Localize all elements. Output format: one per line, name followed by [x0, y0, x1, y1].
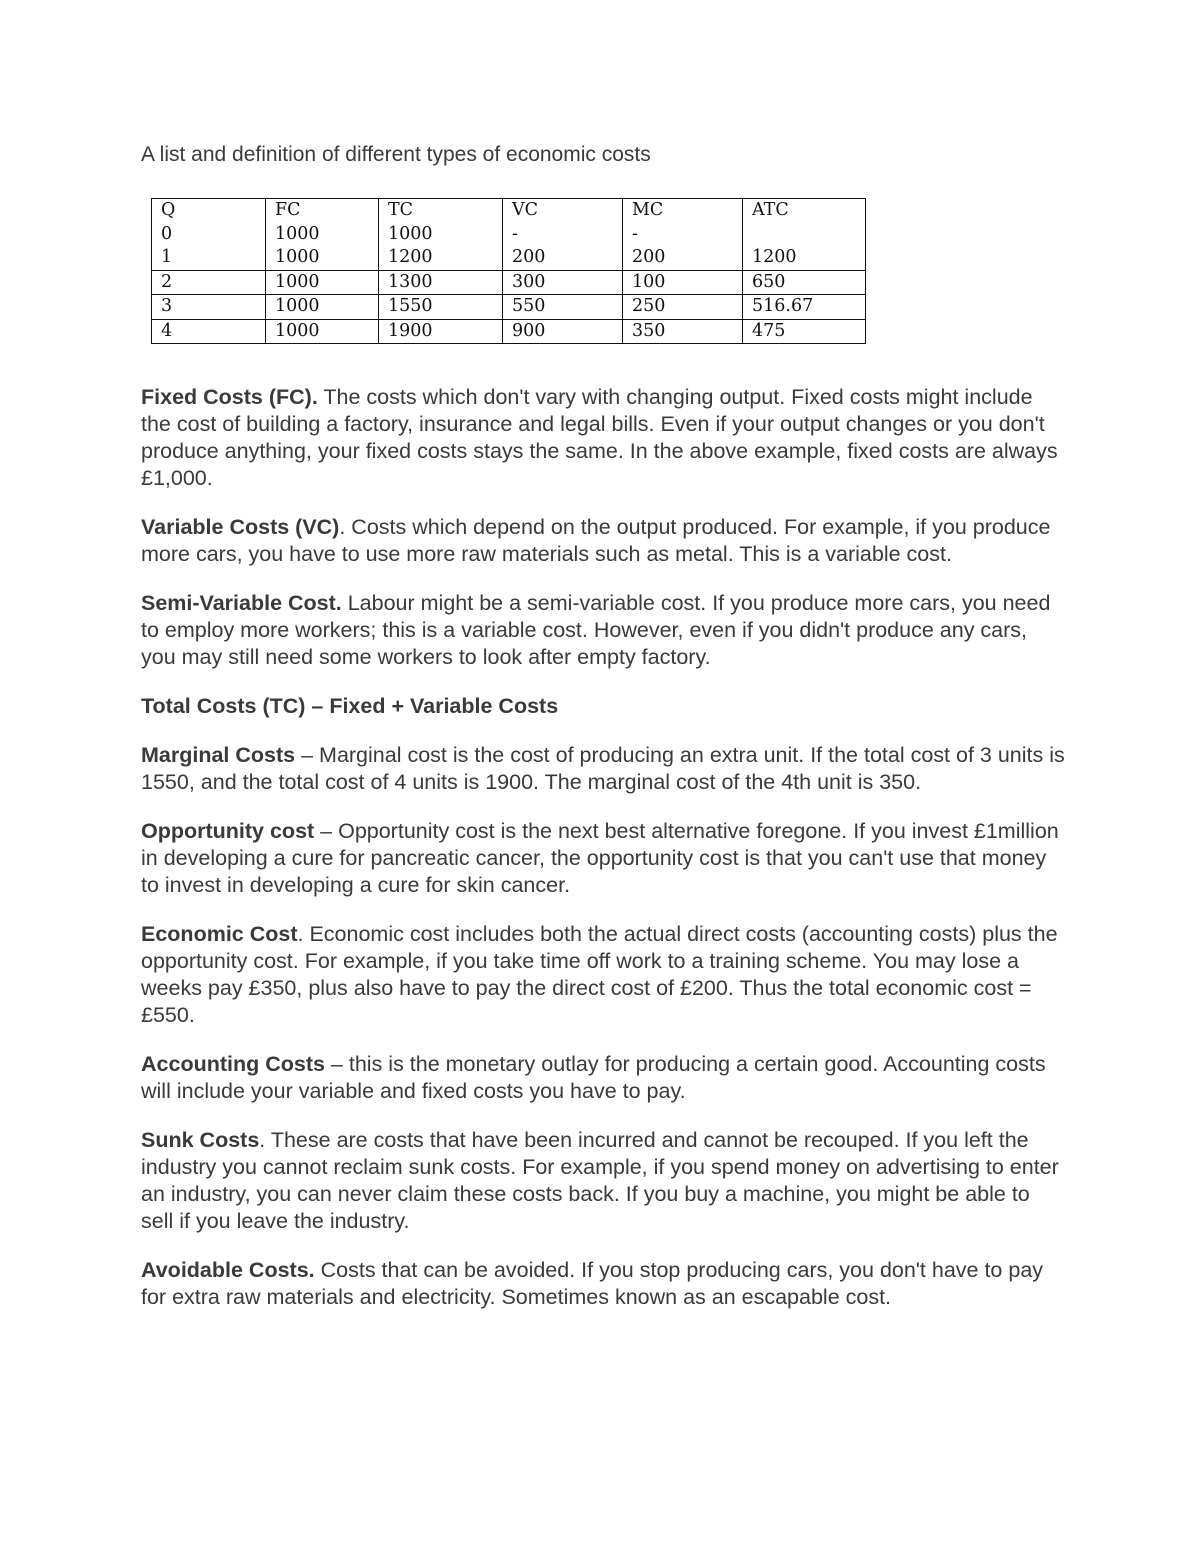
table-cell: [743, 295, 866, 320]
table-cell-fc: [266, 199, 379, 271]
table-cell-text: 900: [512, 320, 546, 341]
table-header: Q: [161, 200, 176, 220]
paragraph-sunk-costs: [141, 1127, 1066, 1235]
table-cell-text: 350: [632, 320, 666, 341]
table-cell-text: 650: [752, 271, 786, 292]
term-label: Fixed Costs (FC).: [141, 385, 318, 409]
table-cell: [623, 270, 743, 295]
table-cell-atc: [743, 199, 866, 271]
table-cell: [752, 223, 865, 247]
paragraph-accounting-costs: [141, 1051, 1066, 1105]
paragraph-marginal-costs: [141, 742, 1066, 796]
table-cell: [266, 270, 379, 295]
term-label: Economic Cost: [141, 922, 298, 946]
term-label: Sunk Costs: [141, 1128, 260, 1152]
table-cell-tc: [379, 199, 503, 271]
table-cell-text: 1000: [275, 296, 320, 316]
page-title: A list and definition of different types of economic costs: [141, 143, 651, 166]
table-cell: [503, 319, 623, 344]
table-cell: 0: [161, 223, 173, 244]
term-label: Avoidable Costs.: [141, 1258, 315, 1282]
table-cell-text: 1900: [388, 320, 433, 341]
table-header: TC: [388, 200, 414, 220]
table-cell-text: 3: [161, 296, 173, 316]
table-cell-text: 100: [632, 271, 666, 292]
table-cell-text: 300: [512, 271, 546, 292]
definition-text: – this is the monetary outlay for producing a certain good. Accounting costs will include your variable and fixed costs you have to pay.: [141, 1052, 1046, 1103]
table-cell-text: 4: [161, 320, 173, 341]
definition-text: Labour might be a semi-variable cost. If you produce more cars, you need to employ more workers; this is a variable cost. However, even if you didn't produce any cars, you may still need some workers to look after empty factory.: [141, 591, 1051, 669]
table-cell: 1200: [388, 247, 433, 267]
cost-table: [151, 198, 866, 344]
table-cell: [743, 270, 866, 295]
paragraph-avoidable-costs: [141, 1257, 1066, 1311]
table-cell-text: 1000: [275, 320, 320, 341]
term-label: Variable Costs (VC): [141, 515, 340, 539]
table-header: FC: [275, 200, 301, 220]
table-cell: [379, 270, 503, 295]
term-label: Marginal Costs: [141, 743, 296, 767]
definition-text: . These are costs that have been incurred and cannot be recouped. If you left the industry you cannot reclaim sunk costs. For example, if you spend money on advertising to enter an industry, you can never claim these costs back. If you buy a machine, you might be able to sell if you leave the industry.: [141, 1128, 1059, 1233]
paragraph-variable-costs: [141, 514, 1066, 568]
table-cell-text: 2: [161, 271, 173, 292]
table-cell: [152, 295, 266, 320]
table-cell: [266, 295, 379, 320]
table-cell: [379, 319, 503, 344]
definition-text: – Marginal cost is the cost of producing an extra unit. If the total cost of 3 units is 1550, and the total cost of 4 units is 1900. The marginal cost of the 4th unit is 350.: [141, 743, 1065, 794]
table-header: MC: [632, 200, 664, 220]
table-cell: -: [632, 223, 638, 244]
table-cell: 200: [512, 247, 546, 267]
term-label: Total Costs (TC) – Fixed + Variable Costs: [141, 694, 559, 718]
term-label: Semi-Variable Cost.: [141, 591, 342, 615]
table-cell-text: 1550: [388, 296, 433, 316]
table-cell: [266, 319, 379, 344]
paragraph-total-costs: [141, 693, 1066, 720]
table-cell-q: [152, 199, 266, 271]
table-cell-text: 1300: [388, 271, 433, 292]
term-label: Opportunity cost: [141, 819, 315, 843]
table-cell-text: 516.67: [752, 296, 814, 316]
paragraph-opportunity-cost: [141, 818, 1066, 899]
table-cell: [743, 319, 866, 344]
table-cell-text: 1000: [275, 271, 320, 292]
table-cell: [152, 319, 266, 344]
table-cell: [623, 295, 743, 320]
definition-text: – Opportunity cost is the next best alternative foregone. If you invest £1million in developing a cure for pancreatic cancer, the opportunity cost is that you can't use that money to invest in developing a cure for skin cancer.: [141, 819, 1059, 897]
table-cell: 1000: [275, 247, 320, 267]
table-cell: [379, 295, 503, 320]
table-cell: 1000: [388, 223, 433, 244]
document-body: [141, 384, 1066, 1333]
definition-text: The costs which don't vary with changing output. Fixed costs might include the cost of building a factory, insurance and legal bills. Even if your output changes or you don't produce anything, your fixed costs stays the same. In the above example, fixed costs are always £1,000.: [141, 385, 1058, 490]
table-cell: 200: [632, 247, 666, 267]
table-cell: 1200: [752, 247, 797, 267]
paragraph-fixed-costs: [141, 384, 1066, 492]
paragraph-semi-variable-cost: [141, 590, 1066, 671]
definition-text: . Costs which depend on the output produced. For example, if you produce more cars, you have to use more raw materials such as metal. This is a variable cost.: [141, 515, 1051, 566]
definition-text: Costs that can be avoided. If you stop producing cars, you don't have to pay for extra raw materials and electricity. Sometimes known as an escapable cost.: [141, 1258, 1044, 1309]
table-row: [152, 295, 866, 320]
table-cell: -: [512, 223, 518, 244]
paragraph-economic-cost: [141, 921, 1066, 1029]
table-header: ATC: [752, 200, 789, 220]
table-cell: 1000: [275, 223, 320, 244]
table-cell: [503, 295, 623, 320]
table-cell-mc: [623, 199, 743, 271]
table-header: VC: [512, 200, 539, 220]
table-row: [152, 319, 866, 344]
definition-text: . Economic cost includes both the actual direct costs (accounting costs) plus the opportunity cost. For example, if you take time off work to a training scheme. You may lose a weeks pay £350, plus also have to pay the direct cost of £200. Thus the total economic cost = £550.: [141, 922, 1058, 1027]
table-cell: 1: [161, 247, 173, 267]
table-cell: [503, 270, 623, 295]
table-cell-text: 250: [632, 296, 666, 316]
table-cell: [152, 270, 266, 295]
table-cell-text: 475: [752, 320, 786, 341]
table-row: [152, 270, 866, 295]
table-cell-vc: [503, 199, 623, 271]
term-label: Accounting Costs: [141, 1052, 325, 1076]
table-cell-text: 550: [512, 296, 546, 316]
table-cell: [623, 319, 743, 344]
table-row-group-1: [152, 199, 866, 271]
